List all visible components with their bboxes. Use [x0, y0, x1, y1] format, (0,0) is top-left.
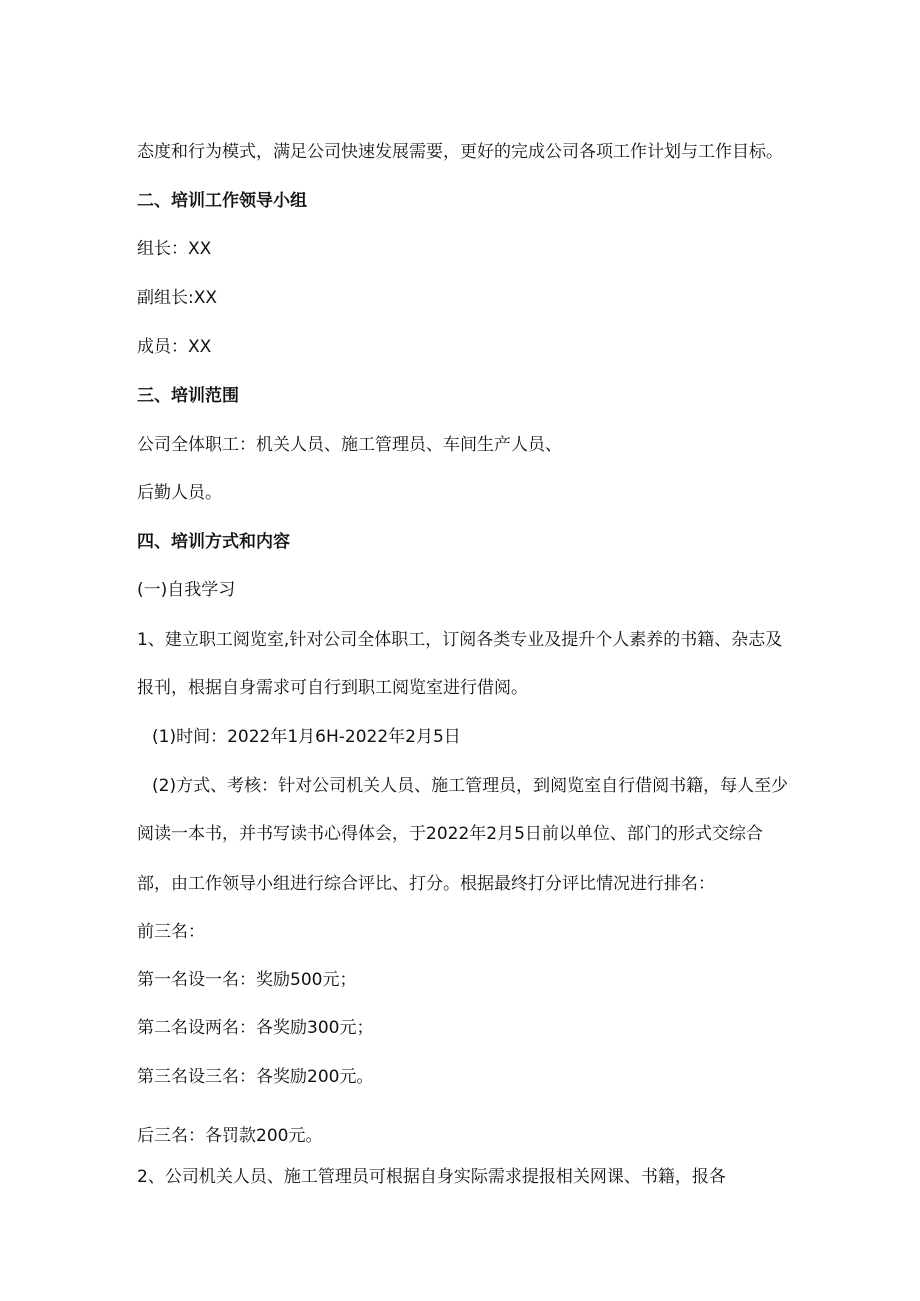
section4-heading: 四、培训方式和内容 — [137, 532, 290, 552]
deputy-leader-line: 副组长:XX — [137, 288, 218, 308]
method-line-3: 部，由工作领导小组进行综合评比、打分。根据最终打分评比情况进行排名： — [137, 874, 715, 894]
rank-first-line: 第一名设一名：奖励500元； — [137, 970, 357, 990]
item1-line-2: 报刊，根据自身需求可自行到职工阅览室进行借阅。 — [137, 678, 528, 698]
item2-line-1: 2、公司机关人员、施工管理员可根据自身实际需求提报相关网课、书籍，报各 — [137, 1167, 726, 1187]
subsection-self-study-title: (一)自我学习 — [137, 580, 236, 600]
rank-third-line: 第三名设三名：各奖励200元。 — [137, 1067, 374, 1087]
item1-line-1: 1、建立职工阅览室,针对公司全体职工，订阅各类专业及提升个人素养的书籍、杂志及 — [137, 630, 783, 650]
bottom-three-line: 后三名：各罚款200元。 — [137, 1126, 323, 1146]
method-line-1: (2)方式、考核：针对公司机关人员、施工管理员，到阅览室自行借阅书籍，每人至少 — [152, 776, 789, 796]
top-three-label: 前三名： — [137, 922, 205, 942]
section2-heading: 二、培训工作领导小组 — [137, 191, 307, 211]
leader-line: 组长：XX — [137, 239, 212, 259]
rank-second-line: 第二名设两名：各奖励300元； — [137, 1018, 374, 1038]
members-line: 成员：XX — [137, 337, 212, 357]
time-line: (1)时间：2022年1月6H-2022年2月5日 — [152, 727, 461, 747]
intro-tail-text: 态度和行为模式，满足公司快速发展需要，更好的完成公司各项工作计划与工作目标。 — [137, 142, 783, 162]
method-line-2: 阅读一本书，并书写读书心得体会，于2022年2月5日前以单位、部门的形式交综合 — [137, 824, 763, 844]
section3-heading: 三、培训范围 — [137, 386, 239, 406]
scope-line-1: 公司全体职工：机关人员、施工管理员、车间生产人员、 — [137, 435, 562, 455]
scope-line-2: 后勤人员。 — [137, 483, 222, 503]
